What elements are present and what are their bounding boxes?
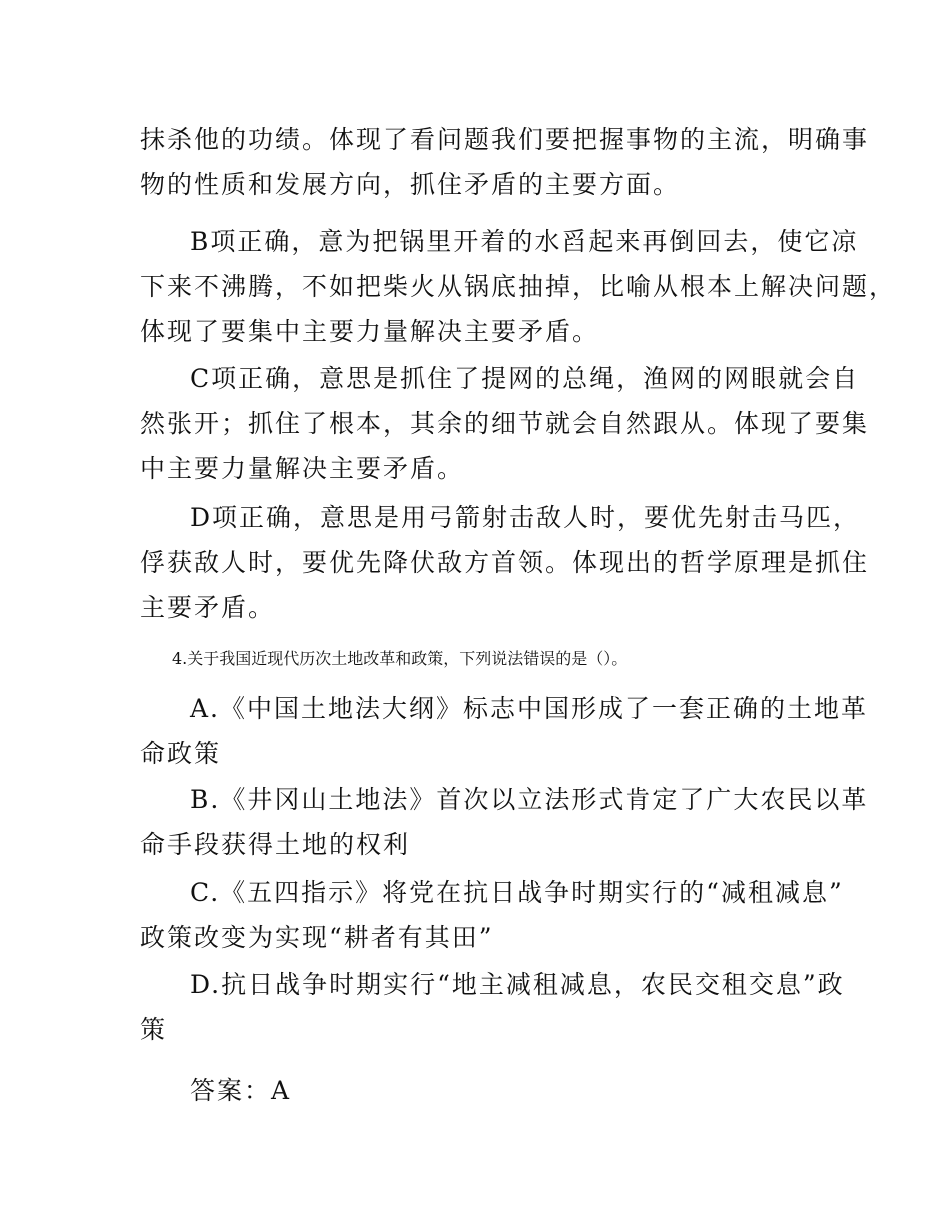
text-line: 然张开；抓住了根本，其余的细节就会自然跟从。体现了要集: [140, 409, 870, 438]
explanation-option-c-paragraph: [140, 356, 870, 491]
question-option-b: [140, 777, 869, 867]
question-option-a: [140, 686, 869, 776]
text-line: 抹杀他的功绩。体现了看问题我们要把握事物的主流，明确事: [140, 125, 870, 154]
explanation-intro-paragraph: [140, 117, 870, 207]
text-line: 体现了要集中主要力量解决主要矛盾。: [140, 317, 600, 346]
text-line: 政策改变为实现“耕者有其田”: [140, 923, 494, 952]
text-line: 下来不沸腾，不如把柴火从锅底抽掉，比喻从根本上解决问题，: [140, 272, 897, 301]
text-line: B项正确，意为把锅里开着的水舀起来再倒回去，使它凉: [190, 227, 859, 256]
answer-text: 答案：A: [190, 1076, 292, 1105]
explanation-option-d-paragraph: [140, 495, 870, 630]
question-stem: 4.关于我国近现代历次土地改革和政策，下列说法错误的是（）。: [172, 649, 628, 668]
question-option-d: [140, 962, 845, 1052]
text-line: D项正确，意思是用弓箭射击敌人时，要优先射击马匹，: [190, 503, 861, 532]
text-line: C项正确，意思是抓住了提网的总绳，渔网的网眼就会自: [190, 364, 860, 393]
text-line: A.《中国土地法大纲》标志中国形成了一套正确的土地革: [190, 694, 869, 723]
text-line: 中主要力量解决主要矛盾。: [140, 454, 465, 483]
text-line: C.《五四指示》将党在抗日战争时期实行的“减租减息”: [190, 878, 844, 907]
explanation-option-b-paragraph: [140, 219, 897, 354]
text-line: 物的性质和发展方向，抓住矛盾的主要方面。: [140, 170, 681, 199]
text-line: 俘获敌人时，要优先降伏敌方首领。体现出的哲学原理是抓住: [140, 548, 870, 577]
text-line: 命政策: [140, 739, 222, 768]
text-line: D.抗日战争时期实行“地主减租减息，农民交租交息”政: [190, 970, 845, 999]
question-option-c: [140, 870, 844, 960]
answer-line: [140, 1068, 840, 1113]
text-line: B.《井冈山土地法》首次以立法形式肯定了广大农民以革: [190, 785, 869, 814]
text-line: 命手段获得土地的权利: [140, 830, 411, 859]
text-line: 策: [140, 1015, 168, 1044]
text-line: 主要矛盾。: [140, 593, 276, 622]
